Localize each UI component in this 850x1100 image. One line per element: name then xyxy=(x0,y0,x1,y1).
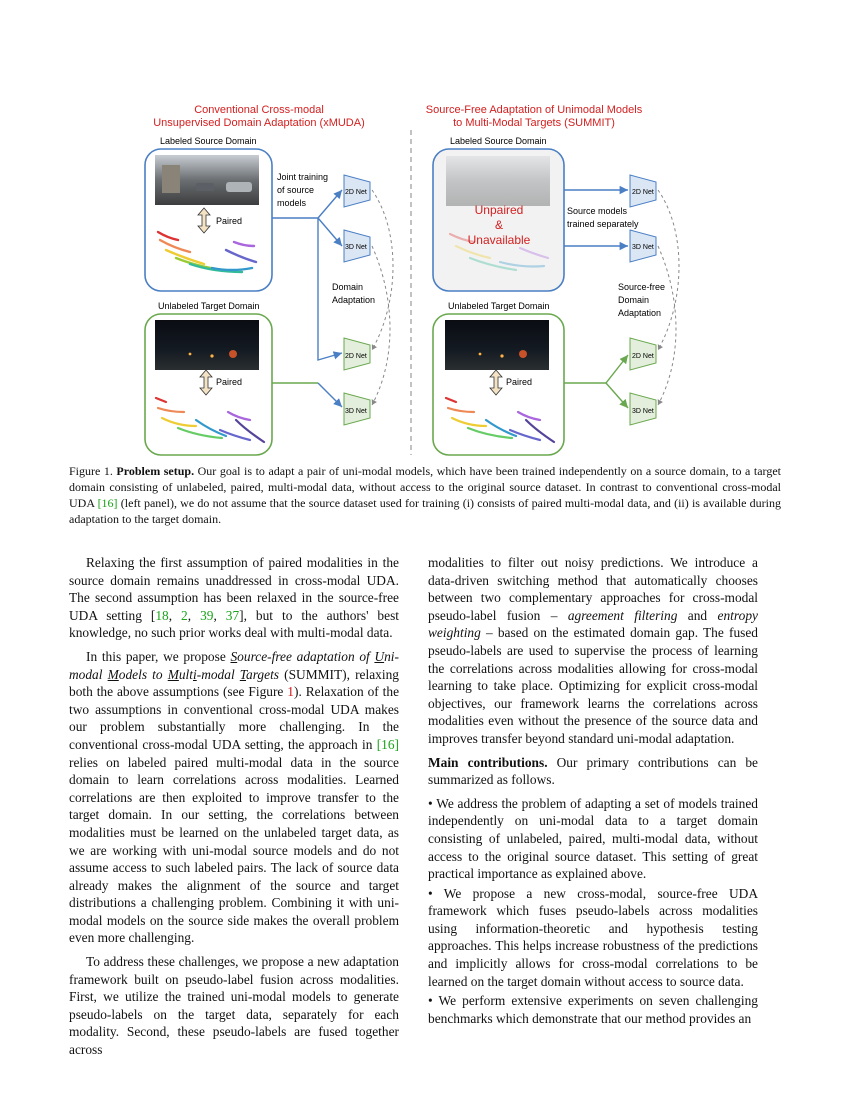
caption-text-a: Our goal is to adapt a pair of uni-modal models, which have been trained independently on a source domain, to a target domain consisting of unlabeled, paired, multi-modal data, without access to the original source dataset. In contrast to conventional cross-modal UDA xyxy=(69,464,781,510)
ref-18[interactable]: 18 xyxy=(155,607,169,623)
left-panel-title-line2: Unsupervised Domain Adaptation (xMUDA) xyxy=(153,117,365,129)
right-column xyxy=(428,554,758,1029)
left-target-2d-net-label: 2D Net xyxy=(345,353,367,360)
left-source-2d-net-label: 2D Net xyxy=(345,189,367,196)
left-target-paired-arrow-icon xyxy=(200,370,212,395)
left-paragraph-3: To address these challenges, we propose a new adaptation framework built on pseudo-label fusion across modalities. First, we utilize the trained uni-modal models to generate pseudo-labels on the target data, separately for each modality. Second, these pseudo-labels are fused together across xyxy=(69,954,399,1058)
left-panel-title-line1: Conventional Cross-modal xyxy=(194,104,324,116)
unpaired-label-line2: & xyxy=(494,218,504,232)
left-target-3d-net-label: 3D Net xyxy=(345,408,367,415)
left-domain-adaptation-line2: Adaptation xyxy=(332,295,376,305)
figure-1-link[interactable]: 1 xyxy=(287,684,294,700)
left-source-point-cloud xyxy=(158,232,256,272)
left-joint-training-line3: models xyxy=(277,198,307,208)
right-panel-title-line1: Source-Free Adaptation of Unimodal Models xyxy=(425,104,643,116)
left-column xyxy=(69,554,399,1065)
caption-prefix: Figure 1. xyxy=(69,464,113,478)
right-target-arrow-to-2d xyxy=(606,355,628,383)
figure-caption xyxy=(69,463,781,527)
unpaired-label-line1: Unpaired xyxy=(474,203,524,217)
right-source-models-line1: Source models xyxy=(567,206,628,216)
caption-bold-title: Problem setup. xyxy=(116,464,195,478)
right-sourcefree-line3: Adaptation xyxy=(618,308,662,318)
unpaired-label-line3: Unavailable xyxy=(467,233,531,247)
left-joint-training-line1: Joint training xyxy=(277,172,329,182)
right-panel-title-line2: to Multi-Modal Targets (SUMMIT) xyxy=(453,117,615,129)
right-source-models-line2: trained separately xyxy=(567,219,639,229)
ref-37[interactable]: 37 xyxy=(225,607,240,623)
right-sourcefree-arc-2d xyxy=(658,190,679,350)
right-paragraph-1: modalities to filter out noisy predictions. We introduce a data-driven switching method that automatically chooses between two complementary approaches for cross-modal pseudo-label fusion – agreement filtering and entropy weighting – based on the estimated domain gap. The fused pseudo-labels are used to supervise the process of learning the correlations across modalities allowing for cross-modal learning to take place. Optimizing for explicit cross-modal objectives, our framework learns the correlations across modalities even without the presence of the source data and improves transfer beyond standard uni-modal adaptation. xyxy=(428,555,758,746)
contribution-bullet-2: • We propose a new cross-modal, source-free UDA framework which fuses pseudo-labels across modalities using information-theoretic and hypothesis testing approaches. This helps increase robustness of the predictions and implicitly allows for cross-modal correlations to be learned on the target domain without access to source data. xyxy=(428,885,759,989)
right-target-camera-image xyxy=(445,320,549,370)
left-source-3d-net-label: 3D Net xyxy=(345,244,367,251)
right-unlabeled-target-label: Unlabeled Target Domain xyxy=(448,301,550,311)
right-target-paired-label: Paired xyxy=(506,377,533,387)
main-contributions-heading: Main contributions. xyxy=(428,754,548,770)
ref-39[interactable]: 39 xyxy=(200,607,214,623)
left-unlabeled-target-label: Unlabeled Target Domain xyxy=(158,301,260,311)
summit-expansion: Source-free adaptation of Uni-modal Models to Multi-modal Targets xyxy=(69,648,399,682)
caption-ref[interactable]: [16] xyxy=(97,496,118,510)
contribution-bullet-3: • We perform extensive experiments on seven challenging benchmarks which demonstrate that our method provides an xyxy=(428,993,758,1026)
right-target-2d-net-label: 2D Net xyxy=(632,353,654,360)
ref-16[interactable]: [16] xyxy=(376,736,399,752)
left-target-point-cloud xyxy=(156,398,264,442)
left-domain-adaptation-arc-2d xyxy=(372,190,393,350)
left-domain-adaptation-arc-3d xyxy=(372,246,390,405)
right-target-paired-arrow-icon xyxy=(490,370,502,395)
left-paragraph-2: In this paper, we propose Source-free adaptation of Uni-modal Models to Multi-modal Targets (SUMMIT), relaxing both the above assumptions (see Figure 1). Relaxation of the two assumptions in conventional cross-modal UDA makes our problem substantially more challenging. In the conventional cross-modal UDA setting, the approach in [16] relies on labeled paired multi-modal data in the source domain to learn correlations across modalities. Learned correlations are then exploited to improve transfer to the target domain. In our setting, the correlations between modalities must be learned on the unlabeled target data, as we are working with uni-modal source models and do not assume access to such labeled pairs. The lack of source data already makes the alignment of the source and target distributions a challenging problem. Combining it with uni-modal models on the source side makes the overall problem even more challenging. xyxy=(69,648,400,946)
right-target-3d-net-label: 3D Net xyxy=(632,408,654,415)
right-source-3d-net-label: 3D Net xyxy=(632,244,654,251)
left-labeled-source-label: Labeled Source Domain xyxy=(160,136,257,146)
left-source-paired-label: Paired xyxy=(216,216,243,226)
contribution-bullet-1: • We address the problem of adapting a set of models trained independently on uni-modal data to a target domain consisting of unlabeled, paired, multi-modal data, without access to the original source dataset. This setting of great practical importance as explained above. xyxy=(428,795,758,882)
main-contributions-paragraph: Main contributions. Our primary contributions can be summarized as follows. xyxy=(428,754,758,788)
right-target-point-cloud xyxy=(446,398,554,442)
left-source-arrow-to-3d xyxy=(318,218,342,246)
left-joint-training-line2: of source xyxy=(277,185,315,195)
caption-text-b: (left panel), we do not assume that the source dataset used for training (i) consists of paired multi-modal data, and (ii) is available during adaptation to the target domain. xyxy=(69,496,782,526)
right-sourcefree-arc-3d xyxy=(658,246,676,405)
right-source-camera-image xyxy=(446,156,550,206)
right-labeled-source-label: Labeled Source Domain xyxy=(450,136,547,146)
right-sourcefree-line2: Domain xyxy=(618,295,650,305)
left-paragraph-1: Relaxing the first assumption of paired modalities in the source domain remains unaddressed in cross-modal UDA. The second assumption has been relaxed in the source-free UDA setting [18, 2, 39, 37], but to the authors' best knowledge, no such prior works deal with multi-modal data. xyxy=(69,555,400,641)
right-sourcefree-line1: Source-free xyxy=(618,282,666,292)
right-target-arrow-to-3d xyxy=(606,383,628,408)
left-source-paired-arrow-icon xyxy=(198,208,210,233)
ref-2[interactable]: 2 xyxy=(181,607,188,623)
left-target-arrow-to-3d xyxy=(318,383,342,407)
left-target-paired-label: Paired xyxy=(216,377,243,387)
left-target-camera-image xyxy=(155,320,259,370)
right-source-2d-net-label: 2D Net xyxy=(632,189,654,196)
left-domain-adaptation-line1: Domain xyxy=(332,282,364,292)
problem-setup-figure xyxy=(0,0,850,460)
